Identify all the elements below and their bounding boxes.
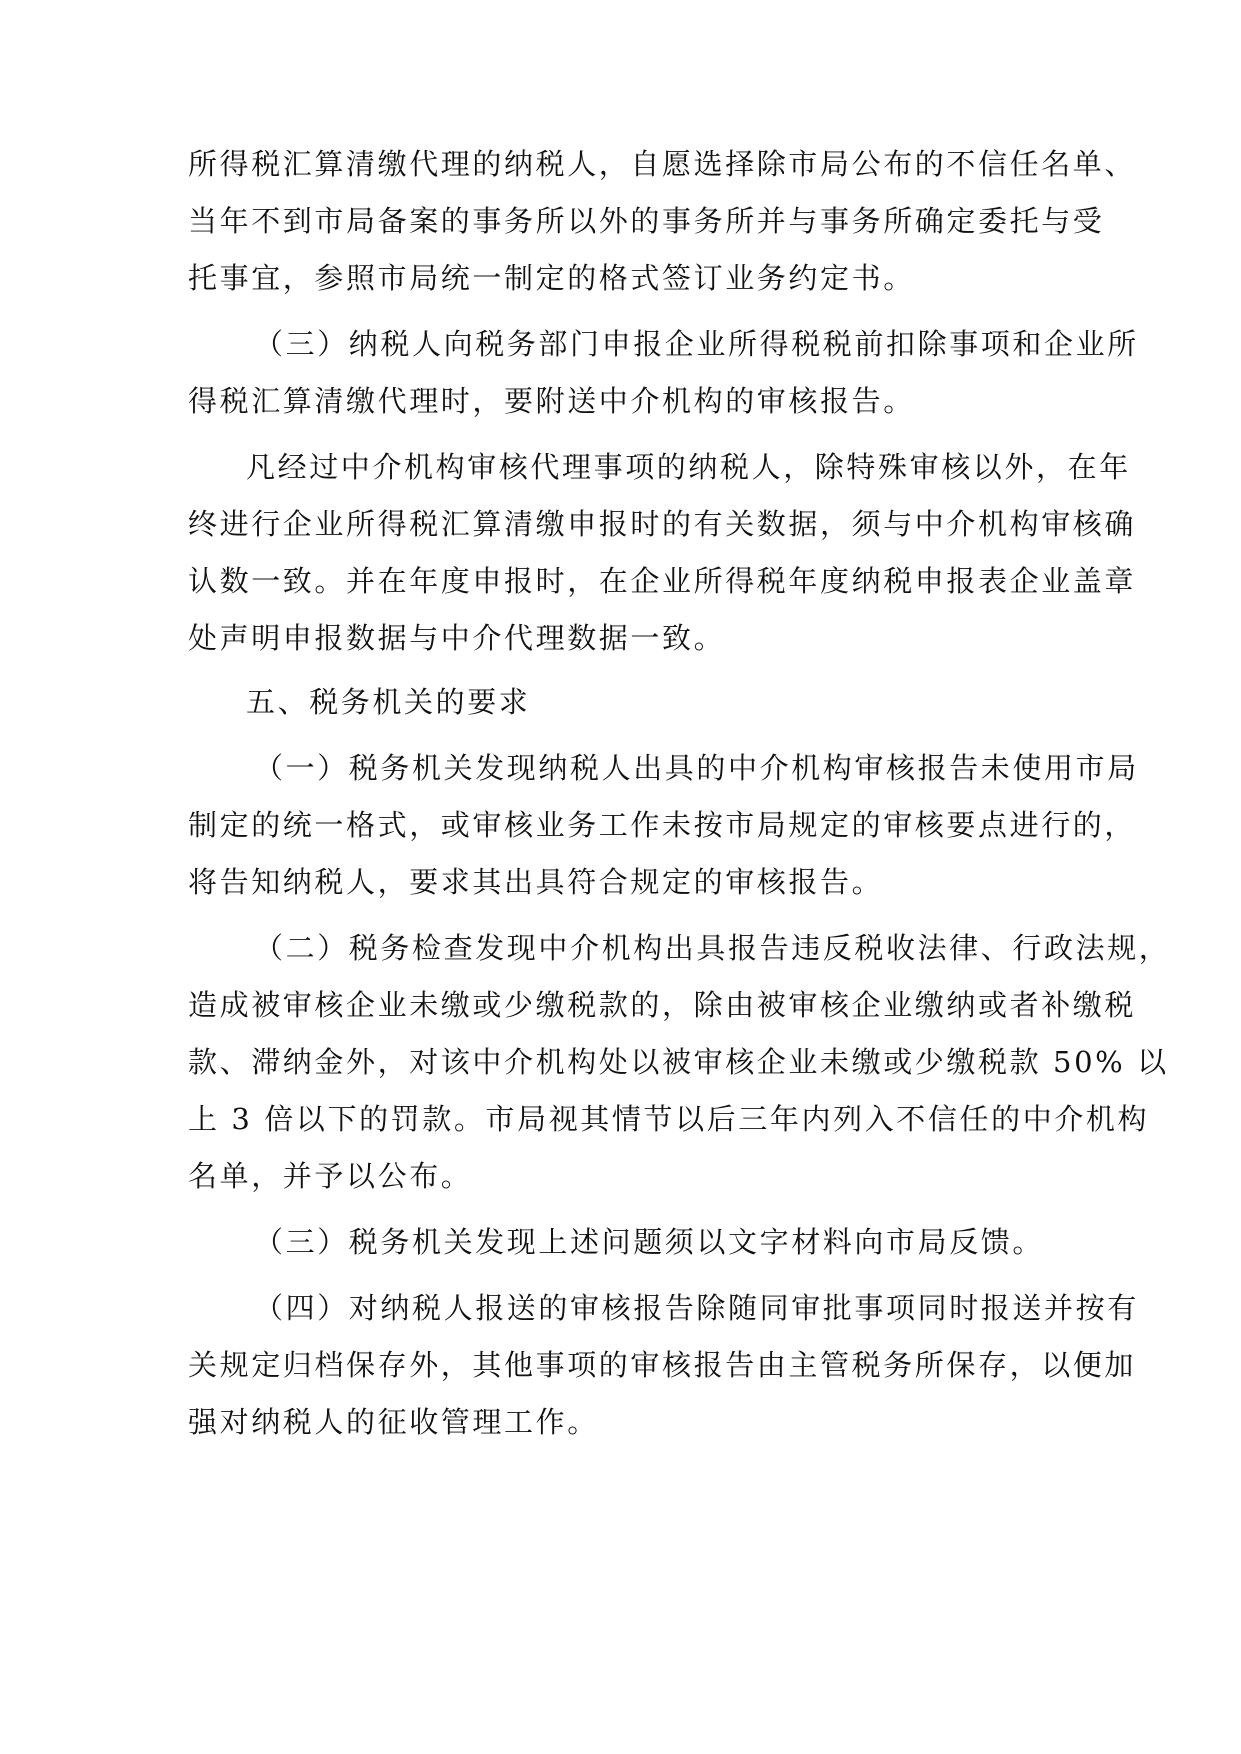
paragraph-line: （二）税务检查发现中介机构出具报告违反税收法律、行政法规， xyxy=(254,931,1171,965)
section-heading: 五、税务机关的要求 xyxy=(246,685,531,719)
paragraph-line: （四）对纳税人报送的审核报告除随同审批事项同时报送并按有 xyxy=(254,1291,1139,1325)
paragraph-line: 当年不到市局备案的事务所以外的事务所并与事务所确定委托与受 xyxy=(188,204,1105,238)
paragraph-line: 所得税汇算清缴代理的纳税人，自愿选择除市局公布的不信任名单、 xyxy=(188,147,1137,181)
paragraph-line: 款、滞纳金外，对该中介机构处以被审核企业未缴或少缴税款 50% 以 xyxy=(188,1045,1169,1079)
paragraph-line: 将告知纳税人，要求其出具符合规定的审核报告。 xyxy=(188,865,884,899)
paragraph-line: 制定的统一格式，或审核业务工作未按市局规定的审核要点进行的， xyxy=(188,808,1137,842)
paragraph-line: 得税汇算清缴代理时，要附送中介机构的审核报告。 xyxy=(188,384,915,418)
paragraph-line: 强对纳税人的征收管理工作。 xyxy=(188,1405,599,1439)
paragraph-line: 处声明申报数据与中介代理数据一致。 xyxy=(188,621,726,655)
paragraph-line: 名单，并予以公布。 xyxy=(188,1159,473,1193)
paragraph-line: 上 3 倍以下的罚款。市局视其情节以后三年内列入不信任的中介机构 xyxy=(188,1102,1150,1136)
paragraph-line: （一）税务机关发现纳税人出具的中介机构审核报告未使用市局 xyxy=(254,751,1139,785)
paragraph-line: 凡经过中介机构审核代理事项的纳税人，除特殊审核以外，在年 xyxy=(246,450,1131,484)
paragraph-line: （三）税务机关发现上述问题须以文字材料向市局反馈。 xyxy=(254,1225,1045,1259)
paragraph-line: 造成被审核企业未缴或少缴税款的，除由被审核企业缴纳或者补缴税 xyxy=(188,988,1137,1022)
paragraph-line: 认数一致。并在年度申报时，在企业所得税年度纳税申报表企业盖章 xyxy=(188,564,1137,598)
paragraph-line: 终进行企业所得税汇算清缴申报时的有关数据，须与中介机构审核确 xyxy=(188,507,1137,541)
paragraph-line: （三）纳税人向税务部门申报企业所得税税前扣除事项和企业所 xyxy=(254,327,1139,361)
paragraph-line: 托事宜，参照市局统一制定的格式签订业务约定书。 xyxy=(188,261,915,295)
paragraph-line: 关规定归档保存外，其他事项的审核报告由主管税务所保存，以便加 xyxy=(188,1348,1137,1382)
